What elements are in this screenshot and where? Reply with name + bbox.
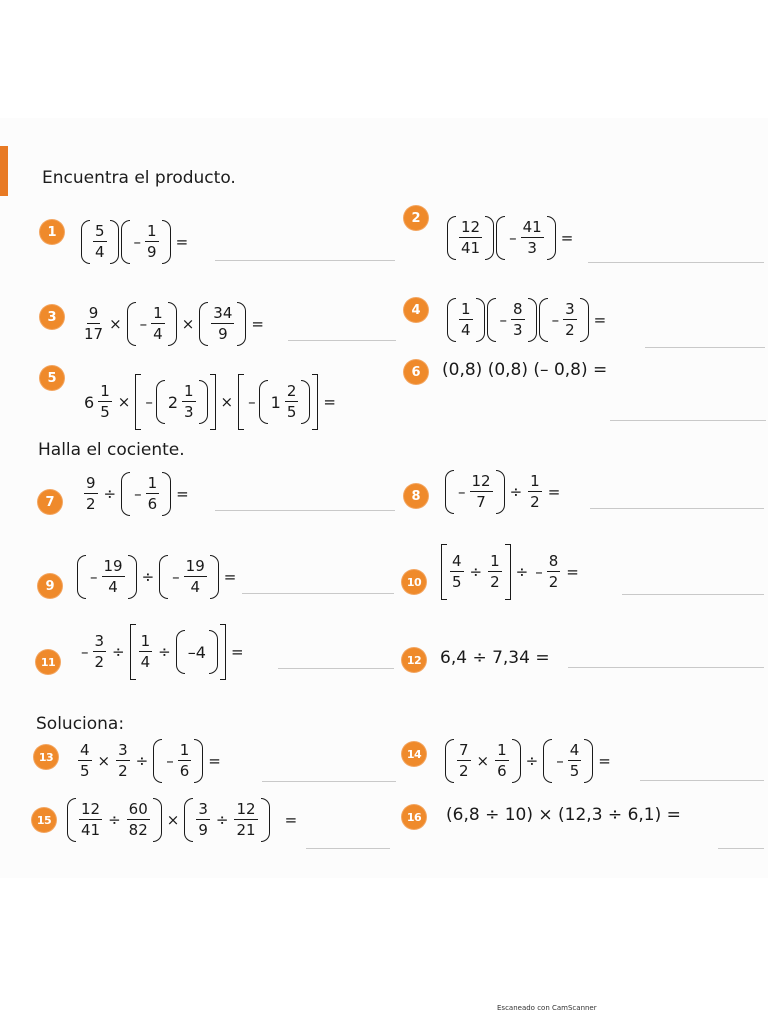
fraction: $\frac{2}{5}$ (286, 382, 297, 421)
paren-left (77, 555, 86, 599)
answer-line-15 (306, 848, 390, 849)
bracket-right (312, 374, 318, 430)
negative-four: –4 (187, 642, 206, 662)
fraction: $\frac{4}{5}$ (452, 552, 462, 591)
whole-number: 1 (270, 392, 281, 412)
equals-sign: = (176, 485, 189, 503)
equals-sign: = (284, 811, 298, 829)
expression-9 (76, 555, 240, 599)
minus-sign: – (81, 643, 89, 661)
exercise-number-3: 3 (40, 305, 64, 329)
minus-sign: – (551, 311, 560, 329)
fraction: $\frac{60}{82}$ (128, 800, 148, 839)
fraction: $\frac{19}{4}$ (185, 557, 205, 596)
fraction: $\frac{1}{6}$ (497, 741, 507, 780)
paren-right (580, 298, 589, 342)
section-heading-quotient: Halla el cociente. (38, 440, 185, 460)
paren-left (496, 216, 505, 260)
paren-right (168, 302, 177, 346)
paren-left (127, 302, 136, 346)
answer-line-13 (262, 781, 396, 782)
minus-sign: – (248, 393, 256, 411)
equals-sign: = (566, 563, 579, 581)
bracket-left (238, 374, 244, 430)
answer-line-7 (215, 510, 395, 511)
fraction: $\frac{8}{3}$ (513, 300, 523, 339)
paren-left (121, 472, 130, 516)
bracket-right (505, 544, 511, 600)
answer-line-4 (645, 347, 765, 348)
times-sign: × (117, 393, 131, 411)
section-heading-product: Encuentra el producto. (42, 168, 236, 188)
fraction: $\frac{3}{2}$ (94, 632, 105, 671)
paren-right (162, 220, 171, 264)
divide-sign: ÷ (515, 563, 529, 581)
paren-left (445, 739, 454, 783)
expression-2 (446, 216, 577, 260)
paren-right (528, 298, 537, 342)
exercise-number-15: 15 (32, 808, 56, 832)
paren-right (153, 798, 162, 842)
paren-right (476, 298, 485, 342)
paren-right (199, 380, 208, 424)
fraction: $\frac{8}{2}$ (548, 552, 559, 591)
paren-right (237, 302, 246, 346)
exercise-number-11: 11 (36, 650, 60, 674)
fraction: $\frac{1}{3}$ (184, 382, 194, 421)
equals-sign: = (547, 483, 561, 501)
expression-1 (80, 220, 192, 264)
equals-sign: = (208, 752, 221, 770)
exercise-number-1: 1 (40, 220, 64, 244)
fraction: $\frac{1}{2}$ (490, 552, 500, 591)
paren-left (159, 555, 168, 599)
expression-7 (82, 472, 193, 516)
minus-sign: – (458, 483, 466, 501)
paren-right (261, 798, 270, 842)
times-sign: × (220, 393, 234, 411)
times-sign: × (97, 752, 111, 770)
expression-15 (66, 798, 301, 842)
answer-line-2 (588, 262, 764, 263)
scanner-watermark: Escaneado con CamScanner (497, 1004, 597, 1012)
minus-sign: – (172, 568, 180, 586)
expression-14 (444, 739, 615, 783)
equals-sign: = (323, 393, 336, 411)
fraction: $\frac{3}{2}$ (565, 300, 575, 339)
fraction: $\frac{41}{3}$ (522, 218, 542, 257)
times-sign: × (166, 811, 180, 829)
exercise-number-2: 2 (404, 206, 428, 230)
equals-sign: = (593, 311, 607, 329)
divide-sign: ÷ (215, 811, 229, 829)
paren-left (121, 220, 130, 264)
answer-line-16 (718, 848, 764, 849)
answer-line-14 (640, 780, 764, 781)
fraction: $\frac{4}{5}$ (569, 741, 580, 780)
fraction: $\frac{7}{2}$ (459, 741, 469, 780)
equals-sign: = (560, 229, 574, 247)
exercise-number-6: 6 (404, 360, 428, 384)
paren-left (156, 380, 165, 424)
fraction: $\frac{9}{17}$ (84, 304, 104, 343)
fraction: $\frac{12}{41}$ (81, 800, 101, 839)
exercise-number-7: 7 (38, 490, 62, 514)
expression-12: 6,4 ÷ 7,34 = (440, 648, 550, 668)
times-sign: × (476, 752, 490, 770)
paren-right (485, 216, 494, 260)
expression-8 (444, 470, 564, 514)
divide-sign: ÷ (135, 752, 149, 770)
paren-left (67, 798, 76, 842)
exercise-number-13: 13 (34, 745, 58, 769)
minus-sign: – (556, 752, 564, 770)
exercise-number-8: 8 (404, 484, 428, 508)
fraction: $\frac{12}{7}$ (471, 472, 491, 511)
fraction: $\frac{19}{4}$ (103, 557, 123, 596)
paren-right (194, 739, 203, 783)
minus-sign: – (509, 229, 517, 247)
equals-sign: = (230, 643, 244, 661)
expression-10 (440, 544, 583, 600)
bracket-left (441, 544, 447, 600)
paren-right (110, 220, 119, 264)
expression-13 (76, 739, 225, 783)
fraction: $\frac{1}{6}$ (179, 741, 190, 780)
paren-right (547, 216, 556, 260)
answer-line-6 (610, 420, 766, 421)
equals-sign: = (251, 315, 264, 333)
paren-left (153, 739, 162, 783)
times-sign: × (181, 315, 195, 333)
equals-sign: = (223, 568, 237, 586)
minus-sign: – (499, 311, 508, 329)
exercise-number-12: 12 (402, 648, 426, 672)
paren-left (447, 216, 456, 260)
minus-sign: – (145, 393, 153, 411)
paren-left (447, 298, 456, 342)
answer-line-3 (288, 340, 396, 341)
exercise-number-16: 16 (402, 805, 426, 829)
fraction: $\frac{4}{5}$ (80, 741, 90, 780)
answer-line-9 (242, 593, 394, 594)
exercise-number-9: 9 (38, 574, 62, 598)
expression-5 (82, 374, 340, 430)
bracket-right (220, 624, 226, 680)
minus-sign: – (133, 233, 142, 251)
bracket-right (210, 374, 216, 430)
paren-left (199, 302, 208, 346)
bracket-left (130, 624, 136, 680)
minus-sign: – (90, 568, 98, 586)
answer-line-12 (568, 667, 764, 668)
minus-sign: – (139, 315, 148, 333)
fraction: $\frac{12}{41}$ (461, 218, 481, 257)
divide-sign: ÷ (469, 563, 483, 581)
whole-number: 2 (167, 392, 178, 412)
answer-line-8 (590, 508, 764, 509)
paren-left (445, 470, 454, 514)
minus-sign: – (134, 485, 142, 503)
fraction: $\frac{1}{4}$ (140, 632, 151, 671)
paren-right (584, 739, 593, 783)
paren-left (487, 298, 496, 342)
paren-left (543, 739, 552, 783)
fraction: $\frac{9}{2}$ (86, 474, 96, 513)
exercise-number-4: 4 (404, 298, 428, 322)
answer-line-1 (215, 260, 395, 261)
section-heading-solve: Soluciona: (36, 714, 125, 734)
expression-4 (446, 298, 610, 342)
divide-sign: ÷ (158, 643, 171, 661)
fraction: $\frac{1}{9}$ (147, 222, 157, 261)
fraction: $\frac{3}{2}$ (118, 741, 128, 780)
paren-left (539, 298, 548, 342)
exercise-number-5: 5 (40, 366, 64, 390)
paren-left (259, 380, 268, 424)
minus-sign: – (166, 752, 174, 770)
expression-11 (78, 624, 248, 680)
divide-sign: ÷ (103, 485, 117, 503)
paren-left (176, 630, 185, 674)
fraction: $\frac{1}{2}$ (530, 472, 540, 511)
paren-right (512, 739, 521, 783)
fraction: $\frac{1}{4}$ (461, 300, 471, 339)
whole-number: 6 (84, 392, 95, 412)
paren-right (162, 472, 171, 516)
expression-3 (82, 302, 268, 346)
fraction: $\frac{34}{9}$ (213, 304, 233, 343)
expression-6: (0,8) (0,8) (– 0,8) = (442, 360, 608, 380)
times-sign: × (109, 315, 122, 333)
answer-line-11 (278, 668, 394, 669)
bracket-left (135, 374, 141, 430)
paren-right (301, 380, 310, 424)
divide-sign: ÷ (112, 643, 125, 661)
paren-right (128, 555, 137, 599)
paren-left (81, 220, 90, 264)
paren-right (496, 470, 505, 514)
minus-sign: – (535, 563, 543, 581)
divide-sign: ÷ (108, 811, 121, 829)
fraction: $\frac{1}{6}$ (147, 474, 158, 513)
divide-sign: ÷ (525, 752, 539, 770)
divide-sign: ÷ (141, 568, 155, 586)
fraction: $\frac{5}{4}$ (95, 222, 105, 261)
exercise-number-14: 14 (402, 742, 426, 766)
orange-side-tab (0, 146, 8, 196)
fraction: $\frac{1}{4}$ (153, 304, 163, 343)
fraction: $\frac{3}{9}$ (198, 800, 208, 839)
paren-right (209, 630, 218, 674)
answer-line-10 (622, 594, 764, 595)
fraction: $\frac{1}{5}$ (100, 382, 110, 421)
expression-16: (6,8 ÷ 10) × (12,3 ÷ 6,1) = (446, 805, 681, 825)
paren-right (210, 555, 219, 599)
equals-sign: = (598, 752, 611, 770)
equals-sign: = (175, 233, 189, 251)
exercise-number-10: 10 (402, 570, 426, 594)
paren-left (184, 798, 193, 842)
divide-sign: ÷ (509, 483, 523, 501)
fraction: $\frac{12}{21}$ (236, 800, 256, 839)
